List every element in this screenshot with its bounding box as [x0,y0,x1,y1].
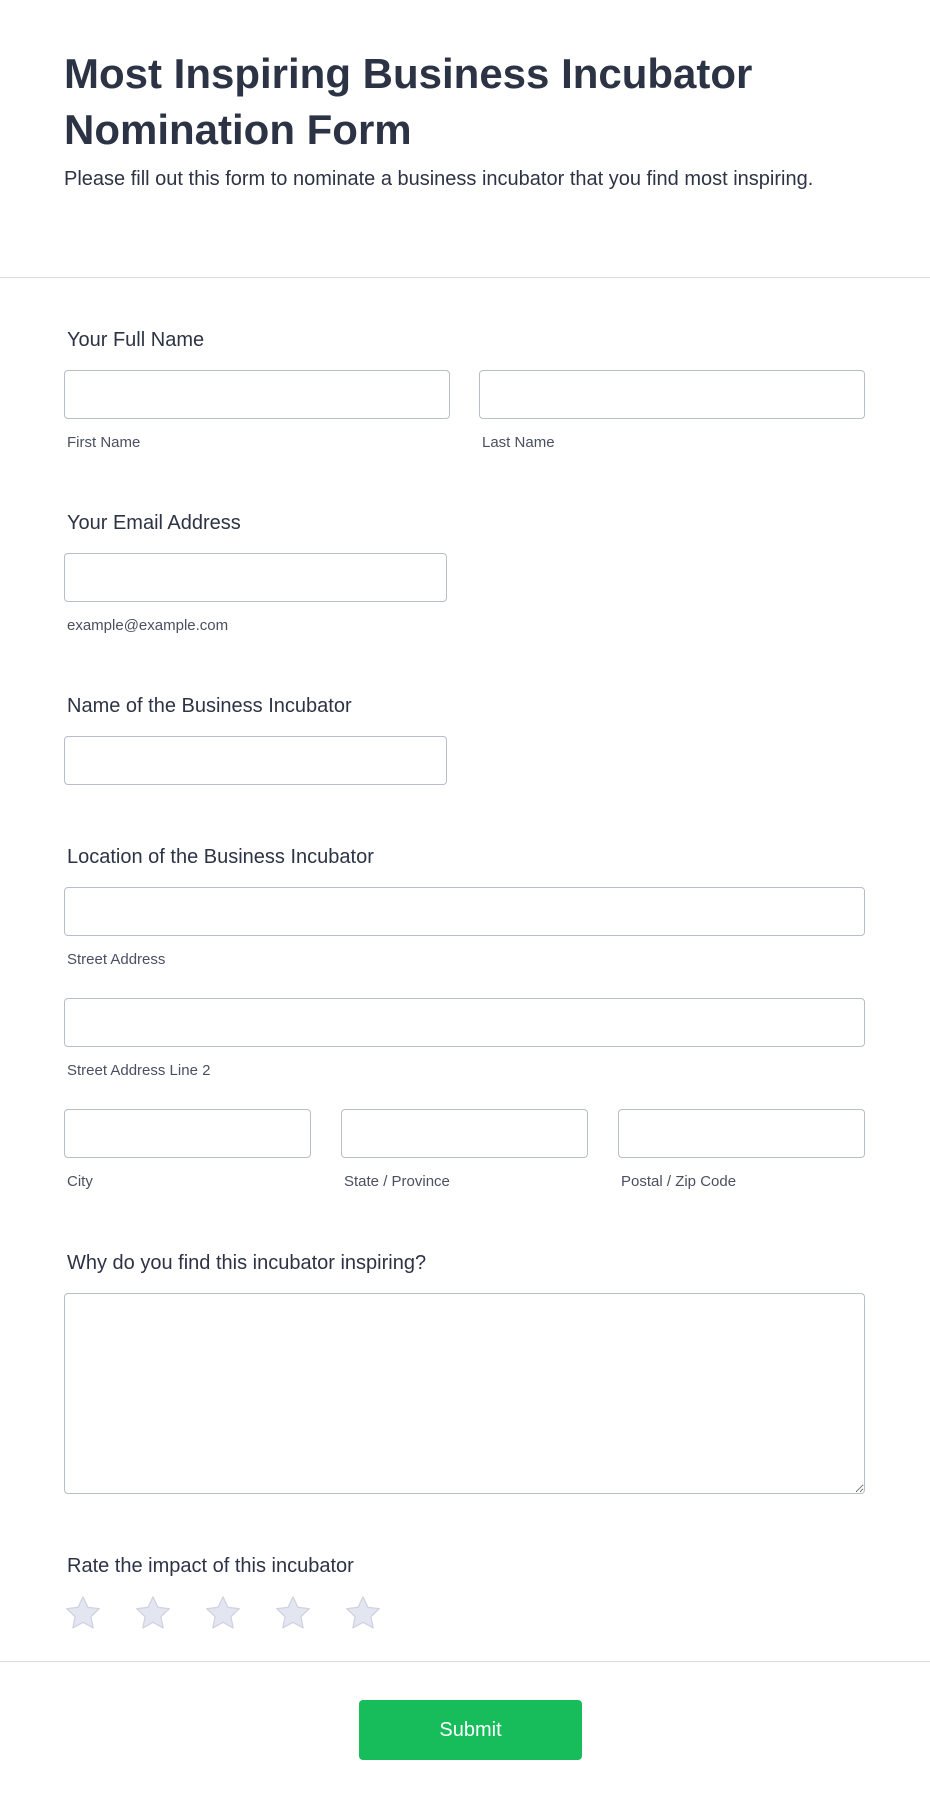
submit-button[interactable]: Submit [359,1700,582,1760]
header-divider [0,277,930,278]
star-icon[interactable] [274,1594,312,1632]
first-name-input[interactable] [64,370,450,419]
state-province-sublabel: State / Province [344,1173,450,1190]
last-name-sublabel: Last Name [482,434,555,451]
form-description: Please fill out this form to nominate a business incubator that you find most inspiring. [64,168,814,190]
star-rating [64,1594,382,1634]
street-address-sublabel: Street Address [67,951,166,968]
email-sublabel: example@example.com [67,617,229,634]
state-province-input[interactable] [341,1109,588,1158]
street-address-line2-input[interactable] [64,998,865,1047]
star-icon[interactable] [64,1594,102,1632]
street-address-input[interactable] [64,887,865,936]
reason-label: Why do you find this incubator inspiring? [67,1252,427,1274]
location-label: Location of the Business Incubator [67,846,374,868]
star-icon[interactable] [204,1594,242,1632]
street-address-line2-sublabel: Street Address Line 2 [67,1062,211,1079]
city-sublabel: City [67,1173,93,1190]
postal-code-sublabel: Postal / Zip Code [621,1173,737,1190]
star-icon[interactable] [134,1594,172,1632]
first-name-sublabel: First Name [67,434,141,451]
email-input[interactable] [64,553,447,602]
full-name-label: Your Full Name [67,329,205,351]
rating-label: Rate the impact of this incubator [67,1555,354,1577]
postal-code-input[interactable] [618,1109,865,1158]
incubator-name-input[interactable] [64,736,447,785]
city-input[interactable] [64,1109,311,1158]
reason-textarea[interactable] [64,1293,865,1494]
last-name-input[interactable] [479,370,865,419]
footer-divider [0,1661,930,1662]
form-title: Most Inspiring Business Incubator Nomination Form [64,50,753,153]
incubator-name-label: Name of the Business Incubator [67,695,352,717]
email-label: Your Email Address [67,512,241,534]
star-icon[interactable] [344,1594,382,1632]
